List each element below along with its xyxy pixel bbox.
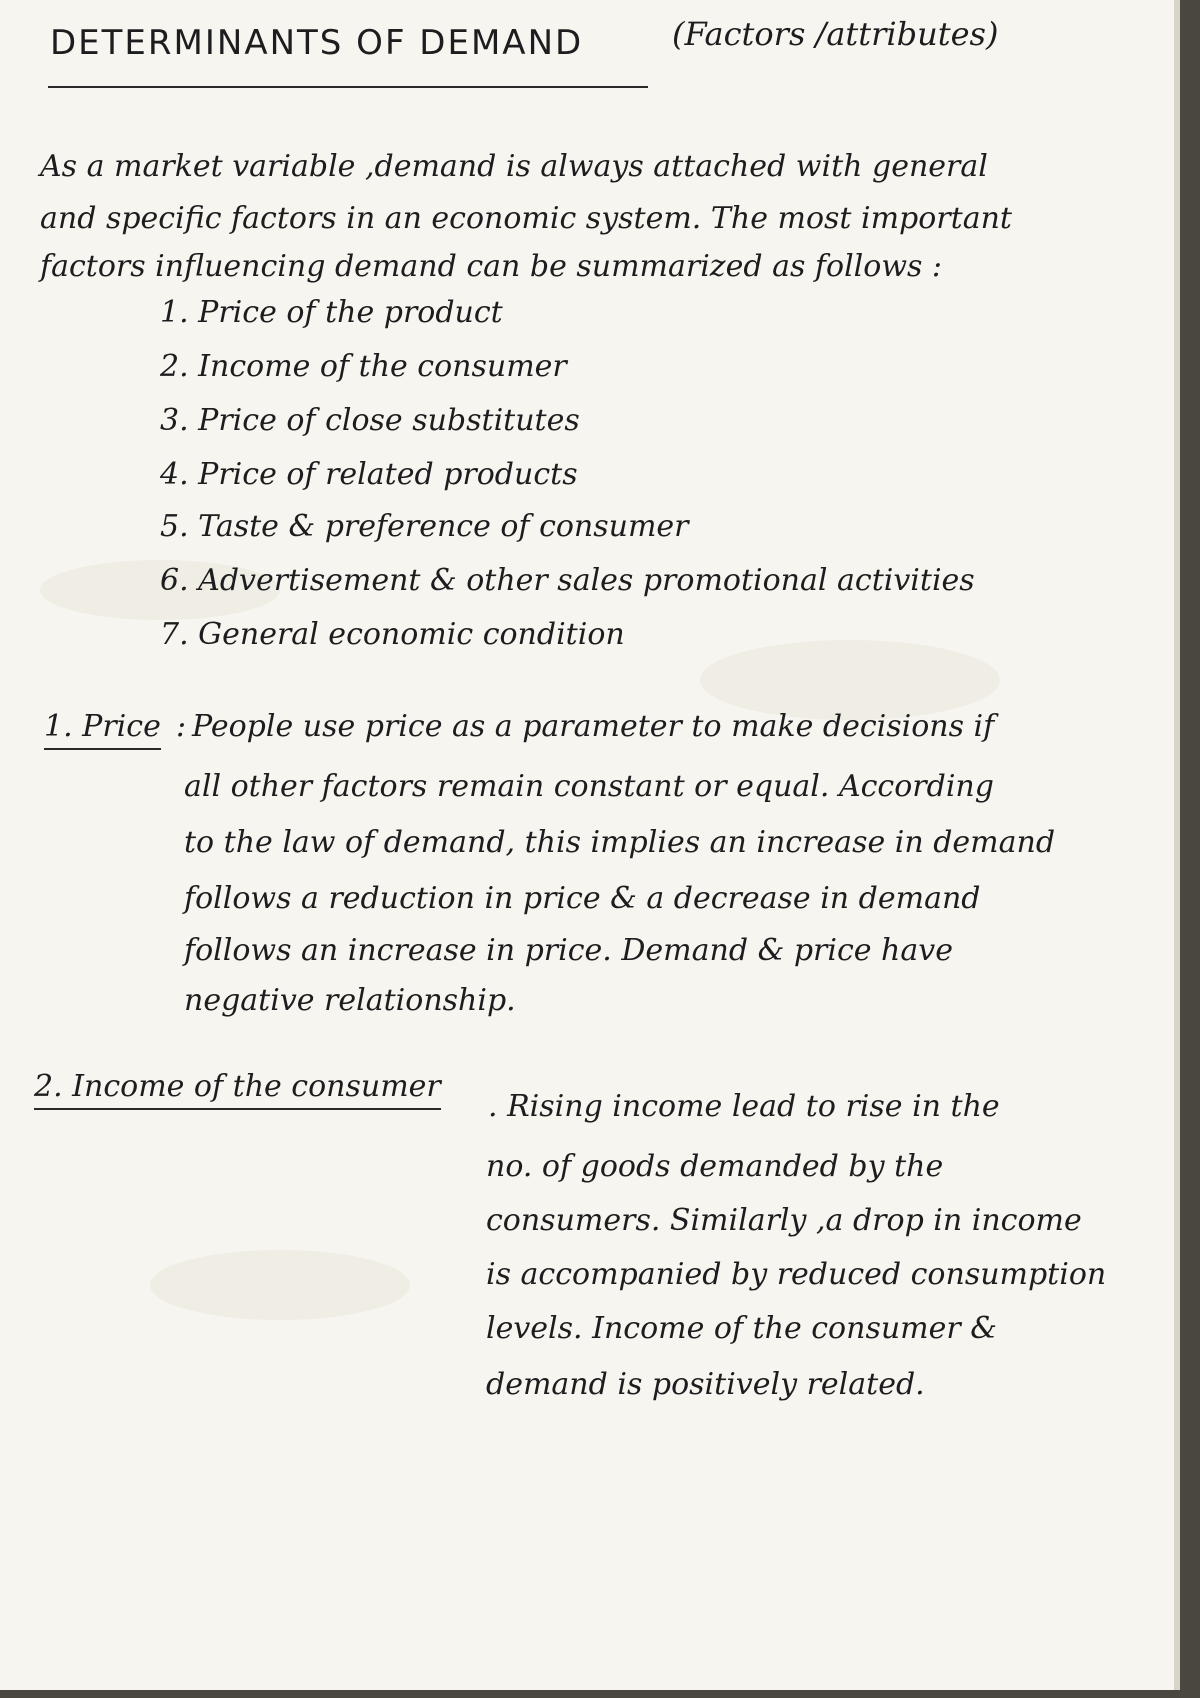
income-paragraph-line: demand is positively related. [486,1367,925,1402]
price-paragraph-line: negative relationship. [184,983,516,1018]
price-paragraph-line: People use price as a parameter to make decisions if [192,709,995,744]
section-price-heading: 1. Price [44,709,161,750]
income-paragraph-line: no. of goods demanded by the [486,1149,944,1184]
factor-item: 2. Income of the consumer [160,349,567,384]
page-title: DETERMINANTS OF DEMAND [50,23,584,63]
income-paragraph-line: consumers. Similarly ,a drop in income [486,1203,1082,1238]
section-income-label [34,1069,441,1104]
factor-item: 3. Price of close substitutes [160,403,580,438]
page-subtitle: (Factors /attributes) [672,15,999,53]
price-paragraph-line: follows an increase in price. Demand & price have [184,933,953,968]
price-paragraph-line: follows a reduction in price & a decrease in demand [184,881,981,916]
paper-stain [700,640,1000,720]
intro-line: As a market variable ,demand is always attached with general [40,149,988,184]
price-paragraph-line: to the law of demand, this implies an increase in demand [184,825,1056,860]
section-income-heading: 2. Income of the consumer [34,1069,441,1110]
factor-item: 1. Price of the product [160,295,503,330]
title-underline [48,86,648,88]
income-paragraph-line: levels. Income of the consumer & [486,1311,997,1346]
paper-stain [150,1250,410,1320]
section-price-colon: : [176,709,187,744]
section-price-label [44,709,161,744]
intro-line: and specific factors in an economic system. The most important [40,201,1012,236]
factor-item: 5. Taste & preference of consumer [160,509,689,544]
price-paragraph-line: all other factors remain constant or equal. According [184,769,994,804]
factor-item: 7. General economic condition [160,617,625,652]
factor-item: 6. Advertisement & other sales promotional activities [160,563,975,598]
income-paragraph-line: is accompanied by reduced consumption [486,1257,1107,1292]
factor-item: 4. Price of related products [160,457,578,492]
income-paragraph-line: . Rising income lead to rise in the [488,1089,1000,1124]
intro-line: factors influencing demand can be summarized as follows : [40,249,943,284]
